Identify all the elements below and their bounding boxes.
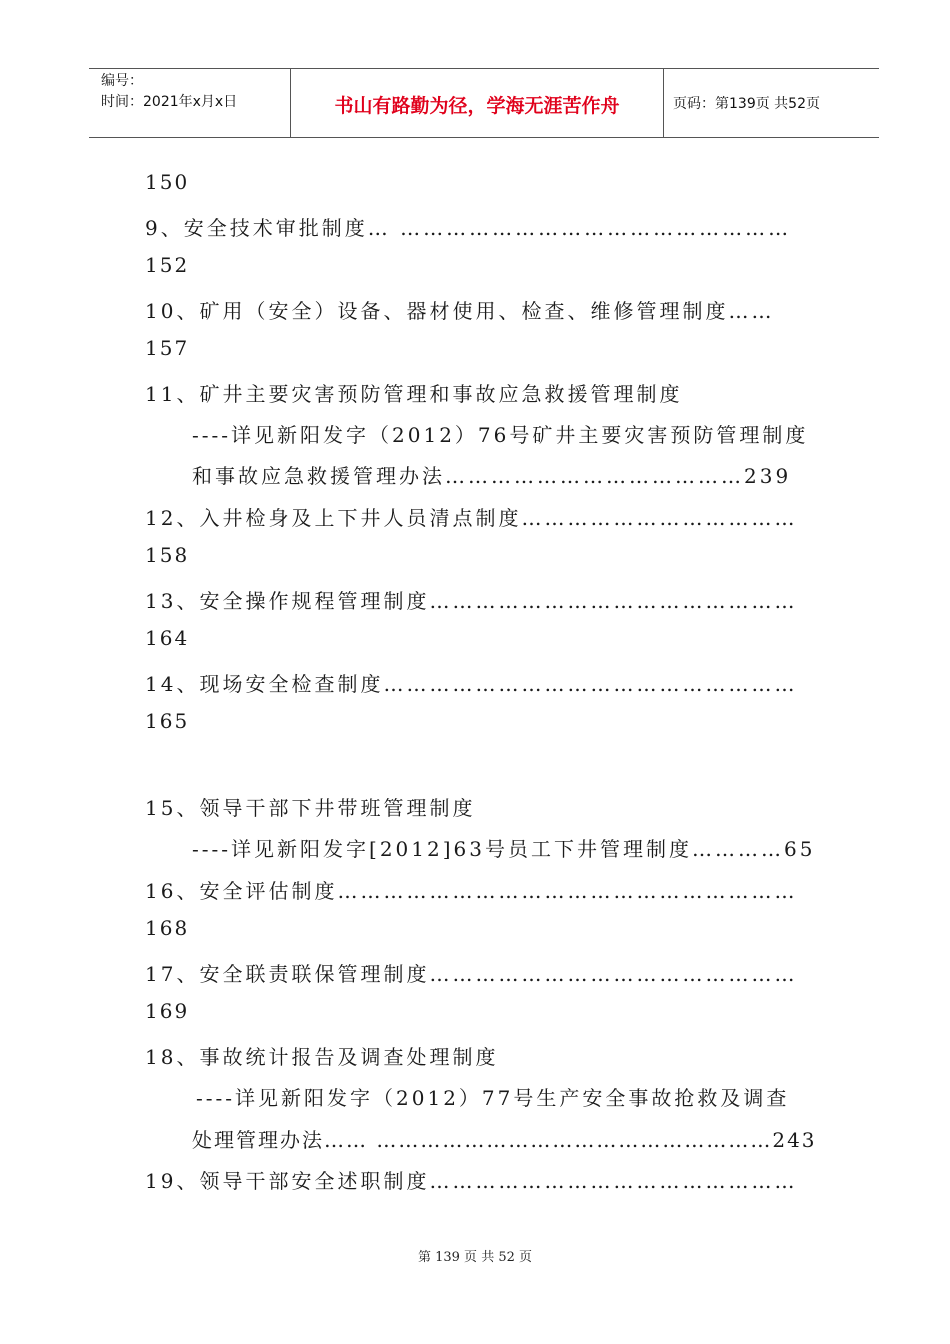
toc-entry-12: 12、入井检身及上下井人员清点制度……………………………… — [145, 506, 798, 530]
toc-page-number: 158 — [145, 543, 190, 567]
toc-page-number: 152 — [145, 253, 190, 277]
toc-entry-14: 14、现场安全检查制度……………………………………………… — [145, 672, 798, 696]
header-motto-cell — [290, 69, 664, 137]
toc-page-number: 164 — [145, 626, 190, 650]
toc-entry-11-reference-cont: 和事故应急救援管理办法…………………………………239 — [192, 464, 792, 488]
toc-page-number: 150 — [145, 170, 190, 194]
toc-page-number: 168 — [145, 916, 190, 940]
toc-page-number: 169 — [145, 999, 190, 1023]
toc-entry-18-reference-cont: 处理管理办法…… ………………………………………………243 — [192, 1128, 817, 1152]
toc-entry-18: 18、事故统计报告及调查处理制度 — [145, 1045, 499, 1069]
toc-entry-11-reference: ----详见新阳发字（2012）76号矿井主要灾害预防管理制度 — [192, 423, 809, 447]
toc-entry-13: 13、安全操作规程管理制度………………………………………… — [145, 589, 798, 613]
toc-entry-10: 10、矿用（安全）设备、器材使用、检查、维修管理制度…… — [145, 299, 775, 323]
toc-entry-11: 11、矿井主要灾害预防管理和事故应急救援管理制度 — [145, 382, 683, 406]
document-time-label: 时间：2021年x月x日 — [101, 94, 238, 110]
toc-page-number: 165 — [145, 709, 190, 733]
toc-page-number: 157 — [145, 336, 190, 360]
toc-entry-18-reference: ----详见新阳发字（2012）77号生产安全事故抢救及调查 — [196, 1086, 790, 1110]
toc-entry-19: 19、领导干部安全述职制度………………………………………… — [145, 1169, 798, 1193]
header-page-cell — [663, 69, 879, 137]
header-motto: 书山有路勤为径，学海无涯苦作舟 — [334, 95, 620, 117]
toc-entry-16: 16、安全评估制度…………………………………………………… — [145, 879, 798, 903]
page-footer: 第 139 页 共 52 页 — [417, 1250, 533, 1265]
toc-entry-15-reference: ----详见新阳发字[2012]63号员工下井管理制度…………65 — [192, 837, 816, 861]
header-page-number: 页码：第139页 共52页 — [673, 96, 820, 112]
toc-entry-15: 15、领导干部下井带班管理制度 — [145, 796, 476, 820]
page-header — [89, 68, 879, 138]
document-code-label: 编号： — [101, 73, 143, 89]
toc-entry-17: 17、安全联责联保管理制度………………………………………… — [145, 962, 798, 986]
header-meta-cell — [89, 69, 289, 137]
toc-entry-9: 9、安全技术审批制度… …………………………………………… — [145, 216, 792, 240]
